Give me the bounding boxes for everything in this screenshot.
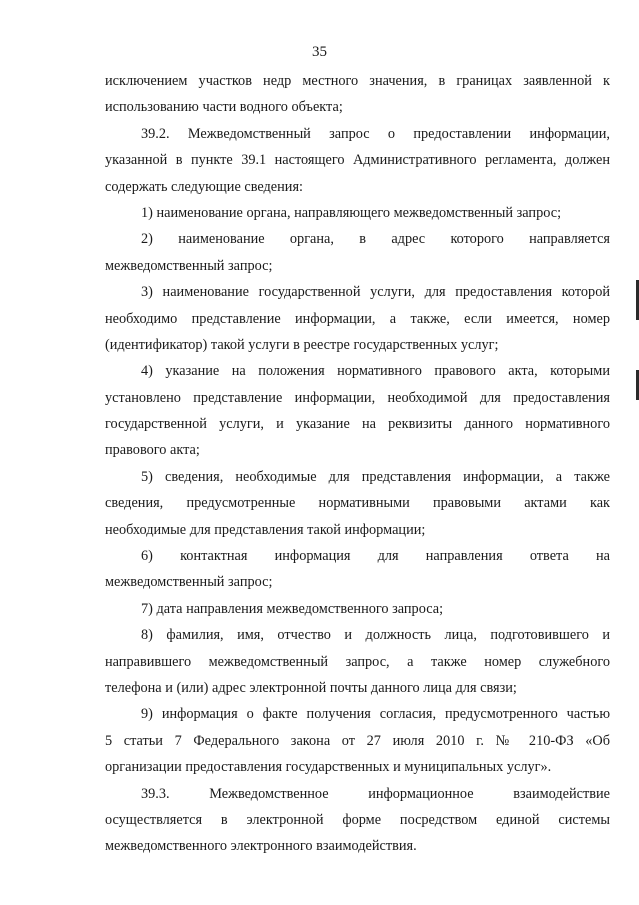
text-line: 7) дата направления межведомственного запроса;	[141, 600, 444, 617]
text-line: направившего межведомственный запрос, а также номер служебного	[105, 653, 610, 670]
text-line: 39.3. Межведомственное информационное взаимодействие	[141, 785, 610, 802]
text-line: 5 статьи 7 Федерального закона от 27 июля 2010 г. № 210-ФЗ «Об	[105, 732, 610, 749]
text-line: телефона и (или) адрес электронной почты данного лица для связи;	[105, 679, 517, 696]
text-line: 8) фамилия, имя, отчество и должность лица, подготовившего и	[141, 627, 610, 644]
text-line: 6) контактная информация для направления ответа на	[141, 548, 610, 565]
text-line: организации предоставления государственных и муниципальных услуг».	[105, 759, 552, 776]
text-line: правового акта;	[105, 442, 200, 459]
text-line: межведомственного электронного взаимодействия.	[105, 838, 417, 855]
text-line: межведомственный запрос;	[105, 257, 273, 274]
text-line: 1) наименование органа, направляющего межведомственный запрос;	[141, 204, 562, 221]
text-line: 5) сведения, необходимые для представления информации, а также	[141, 468, 610, 485]
text-line: исключением участков недр местного значения, в границах заявленной к	[105, 73, 610, 89]
page-number: 35	[312, 44, 327, 60]
text-line: 9) информация о факте получения согласия, предусмотренного частью	[141, 706, 610, 723]
document-body	[105, 68, 610, 860]
text-line: осуществляется в электронной форме посредством единой системы	[105, 811, 610, 828]
text-line: установлено представление информации, необходимой для предоставления	[105, 389, 610, 406]
text-line: сведения, предусмотренные нормативными правовыми актами как	[105, 495, 610, 512]
text-line: государственной услуги, и указание на реквизиты данного нормативного	[105, 416, 610, 433]
text-line: 2) наименование органа, в адрес которого направляется	[141, 231, 610, 248]
text-line: необходимые для представления такой информации;	[105, 521, 426, 538]
text-line: необходимо представление информации, а также, если имеется, номер	[105, 310, 610, 327]
text-line: содержать следующие сведения:	[105, 178, 304, 195]
text-line: указанной в пункте 39.1 настоящего Административного регламента, должен	[105, 152, 610, 169]
text-line: 39.2. Межведомственный запрос о предоставлении информации,	[141, 125, 610, 142]
text-line: 4) указание на положения нормативного правового акта, которыми	[141, 363, 610, 380]
text-line: (идентификатор) такой услуги в реестре государственных услуг;	[105, 336, 499, 353]
text-line: 3) наименование государственной услуги, для предоставления которой	[141, 284, 610, 301]
text-line: межведомственный запрос;	[105, 574, 273, 591]
text-line: использованию части водного объекта;	[105, 99, 343, 116]
